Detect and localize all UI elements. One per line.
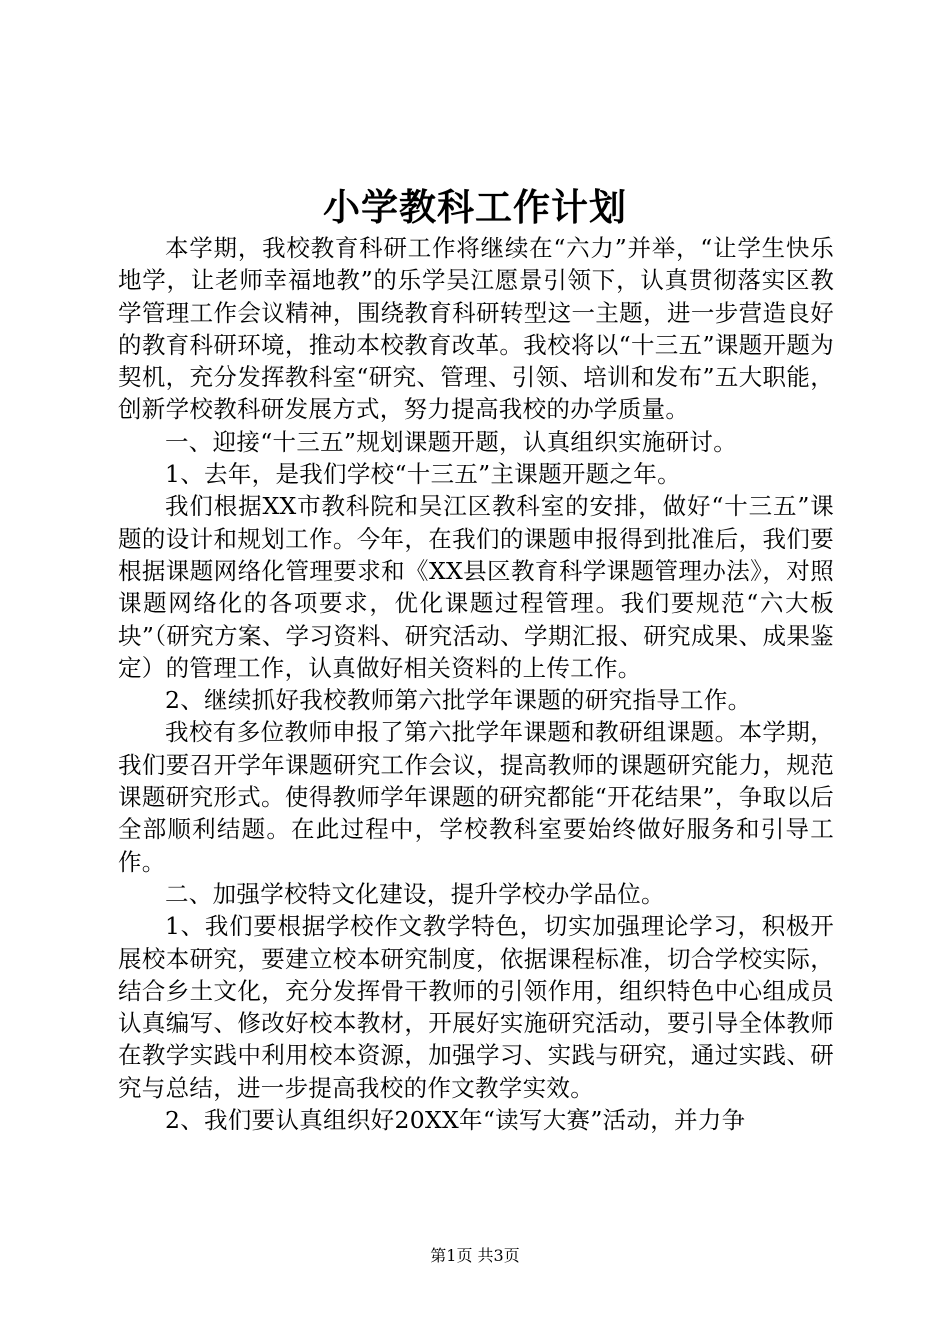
paragraph: 我校有多位教师申报了第六批学年课题和教研组课题。本学期，我们要召开学年课题研究工作会议，提高教师的课题研究能力，规范课题研究形式。使得教师学年课题的研究都能“开花结果”，争取以后全部顺利结题。在此过程中，学校教科室要始终做好服务和引导工作。 <box>118 718 834 876</box>
paragraph: 1、去年，是我们学校“十三五”主课题开题之年。 <box>165 460 681 489</box>
paragraph: 本学期，我校教育科研工作将继续在“六力”并举，“让学生快乐地学，让老师幸福地教”的乐学吴江愿景引领下，认真贯彻落实区教学管理工作会议精神，围绕教育科研转型这一主题，进一步营造良好的教育科研环境，推动本校教育改革。我校将以“十三五”课题开题为契机，充分发挥教科室“研究、管理、引领、培训和发布”五大职能，创新学校教科研发展方式，努力提高我校的办学质量。 <box>118 234 834 424</box>
paragraph: 2、我们要认真组织好20XX年“读写大赛”活动，并力争 <box>165 1106 746 1135</box>
page-number-footer: 第1页 共3页 <box>430 1246 520 1265</box>
paragraph: 1、我们要根据学校作文教学特色，切实加强理论学习，积极开展校本研究，要建立校本研究制度，依据课程标准，切合学校实际，结合乡土文化，充分发挥骨干教师的引领作用，组织特色中心组成员认真编写、修改好校本教材，开展好实施研究活动，要引导全体教师在教学实践中利用校本资源，加强学习、实践与研究，通过实践、研究与总结，进一步提高我校的作文教学实效。 <box>118 912 834 1102</box>
document-title: 小学教科工作计划 <box>323 185 627 229</box>
paragraph: 一、迎接“十三五”规划课题开题，认真组织实施研讨。 <box>165 427 738 456</box>
paragraph: 我们根据XX市教科院和吴江区教科室的安排，做好“十三五”课题的设计和规划工作。今年，在我们的课题申报得到批准后，我们要根据课题网络化管理要求和《XX县区教育科学课题管理办法》，对照课题网络化的各项要求，优化课题过程管理。我们要规范“六大板块”（研究方案、学习资料、研究活动、学期汇报、研究成果、成果鉴定）的管理工作，认真做好相关资料的上传工作。 <box>118 492 834 682</box>
paragraph: 2、继续抓好我校教师第六批学年课题的研究指导工作。 <box>165 686 752 715</box>
paragraph: 二、加强学校特文化建设，提升学校办学品位。 <box>165 879 665 908</box>
document-body <box>118 232 834 1136</box>
